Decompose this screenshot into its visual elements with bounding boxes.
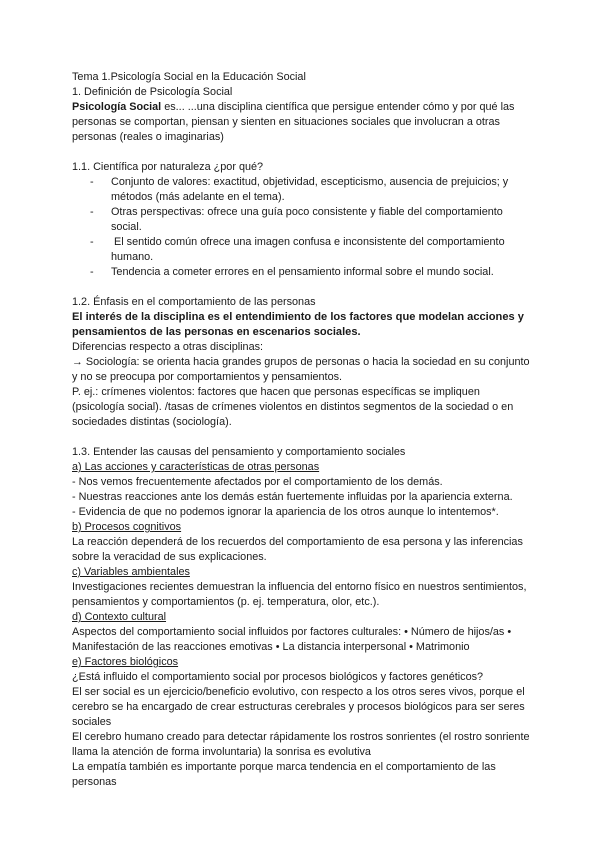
dash-bullet: - (90, 206, 94, 218)
subsection-d-title: d) Contexto cultural (72, 611, 167, 623)
example-paragraph: P. ej.: crímenes violentos: factores que hacen que personas específicas se impliquen (psicología social). /tasas de crímenes violentos en distintos segmentos de la sociedad o en sociedades distintas (sociología). (72, 386, 514, 428)
list-item: - El sentido común ofrece una imagen confusa e inconsistente del comportamiento humano. (90, 236, 505, 263)
subsection-e-line: ¿Está influido el comportamiento social por procesos biológicos y factores genéticos? (72, 671, 484, 683)
differences-label: Diferencias respecto a otras disciplinas: (72, 341, 264, 353)
section-1-2-bold-statement: El interés de la disciplina es el entendimiento de los factores que modelan acciones y pensamientos de las personas en escenarios sociales. (72, 311, 524, 338)
dash-bullet: - (90, 176, 94, 188)
dash-bullet: - (90, 266, 94, 278)
definition-term: Psicología Social (72, 101, 162, 113)
section-1-3-heading: 1.3. Entender las causas del pensamiento y comportamiento sociales (72, 446, 406, 458)
subsection-a-line: - Nuestras reacciones ante los demás están fuertemente influidas por la apariencia externa. (72, 491, 513, 503)
document-title: Tema 1.Psicología Social en la Educación Social (72, 71, 306, 83)
document-page (72, 70, 534, 790)
subsection-e-title: e) Factores biológicos (72, 656, 179, 668)
subsection-e-line: El ser social es un ejercicio/beneficio evolutivo, con respecto a los otros seres vivos, porque el cerebro se ha encargado de crear estructuras cerebrales y procesos biológicos para ser seres sociales (72, 686, 525, 728)
section-1-2-heading: 1.2. Énfasis en el comportamiento de las personas (72, 296, 316, 308)
subsection-d-text: Aspectos del comportamiento social influidos por factores culturales: • Número de hijos/as • Manifestación de las reacciones emotivas • La distancia interpersonal • Matrimonio (72, 626, 512, 653)
section-1-heading: 1. Definición de Psicología Social (72, 86, 233, 98)
sociology-paragraph: → Sociología: se orienta hacia grandes grupos de personas o hacia la sociedad en su conjunto y no se preocupa por comportamientos y pensamientos. (72, 356, 530, 383)
subsection-c-text: Investigaciones recientes demuestran la influencia del entorno físico en nuestros sentimientos, pensamientos y comportamientos (p. ej. temperatura, olor, etc.). (72, 581, 527, 608)
subsection-a-title: a) Las acciones y características de otras personas (72, 461, 320, 473)
subsection-b-text: La reacción dependerá de los recuerdos del comportamiento de esa persona y las inferencias sobre la veracidad de sus explicaciones. (72, 536, 523, 563)
dash-bullet: - (90, 236, 94, 248)
definition-paragraph (72, 100, 534, 145)
section-1-1-heading: 1.1. Científica por naturaleza ¿por qué? (72, 161, 264, 173)
subsection-a-line: - Evidencia de que no podemos ignorar la apariencia de los otros aunque lo intentemos*. (72, 506, 499, 518)
subsection-a-line: - Nos vemos frecuentemente afectados por el comportamiento de los demás. (72, 476, 443, 488)
subsection-e-line: El cerebro humano creado para detectar rápidamente los rostros sonrientes (el rostro sonriente llama la atención de forma involuntaria) la sonrisa es evolutiva (72, 731, 530, 758)
definition-text: es... ...una disciplina científica que persigue entender cómo y por qué las personas se comportan, piensan y sienten en situaciones sociales que involucran a otras personas (reales o imaginarias) (72, 101, 515, 143)
subsection-b-title: b) Procesos cognitivos (72, 521, 182, 533)
subsection-c-title: c) Variables ambientales (72, 566, 190, 578)
list-item: - Tendencia a cometer errores en el pensamiento informal sobre el mundo social. (90, 266, 494, 278)
section-1-1-list (72, 175, 534, 280)
subsection-e-line: La empatía también es importante porque marca tendencia en el comportamiento de las personas (72, 761, 496, 788)
list-item: - Otras perspectivas: ofrece una guía poco consistente y fiable del comportamiento social. (90, 206, 503, 233)
list-item: - Conjunto de valores: exactitud, objetividad, escepticismo, ausencia de prejuicios; y métodos (más adelante en el tema). (90, 176, 509, 203)
